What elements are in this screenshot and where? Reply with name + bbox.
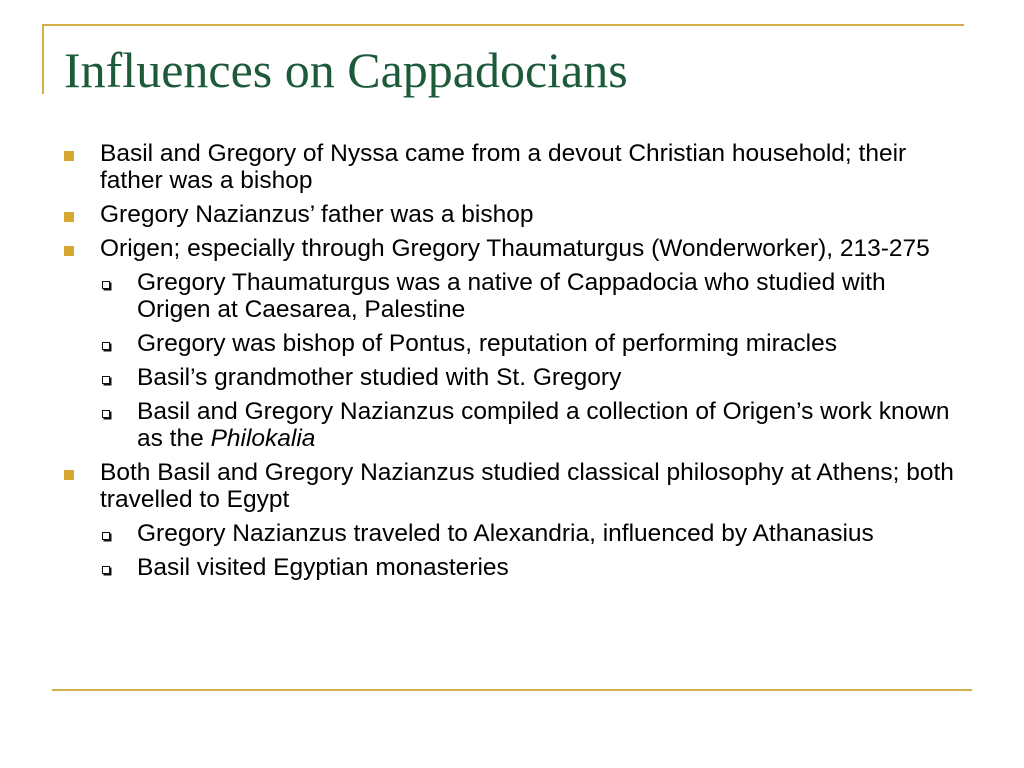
sub-bullet-item [0,269,960,323]
hollow-square-bullet-icon [102,566,110,574]
sub-bullet-text: Basil’s grandmother studied with St. Gregory [137,364,622,391]
sub-bullet-text: Basil visited Egyptian monasteries [137,554,509,581]
sub-bullet-text: Basil and Gregory Nazianzus compiled a collection of Origen’s work known as the [137,398,950,452]
sub-bullet-item [0,398,960,452]
slide-title: Influences on Cappadocians [64,42,628,98]
sub-bullet-item [0,364,960,391]
sub-bullet-text: Gregory Thaumaturgus was a native of Cappadocia who studied with Origen at Caesarea, Palestine [137,269,886,323]
sub-bullet-item [0,554,960,581]
sub-bullet-text: Gregory Nazianzus traveled to Alexandria, influenced by Athanasius [137,520,874,547]
hollow-square-bullet-icon [102,281,110,289]
bullet-item [0,459,960,513]
hollow-square-bullet-icon [102,376,110,384]
hollow-square-bullet-icon [102,342,110,350]
bullet-text: Basil and Gregory of Nyssa came from a devout Christian household; their father was a bishop [100,140,907,194]
philokalia-italic-text: Philokalia [210,425,316,452]
slide-content [0,140,1024,588]
top-accent-rule [42,24,964,26]
bullet-text: Both Basil and Gregory Nazianzus studied classical philosophy at Athens; both travelled to Egypt [100,459,954,513]
sub-bullet-text: Gregory was bishop of Pontus, reputation of performing miracles [137,330,837,357]
bullet-text: Origen; especially through Gregory Thaumaturgus (Wonderworker), 213-275 [100,235,930,262]
filled-square-bullet-icon [64,470,74,480]
filled-square-bullet-icon [64,151,74,161]
filled-square-bullet-icon [64,246,74,256]
bullet-text: Gregory Nazianzus’ father was a bishop [100,201,534,228]
bullet-item [0,235,960,262]
sub-bullet-item [0,330,960,357]
filled-square-bullet-icon [64,212,74,222]
footer-accent-rule [52,689,972,691]
hollow-square-bullet-icon [102,410,110,418]
left-accent-rule [42,24,44,94]
sub-bullet-item [0,520,960,547]
bullet-item [0,140,960,194]
hollow-square-bullet-icon [102,532,110,540]
bullet-item [0,201,960,228]
